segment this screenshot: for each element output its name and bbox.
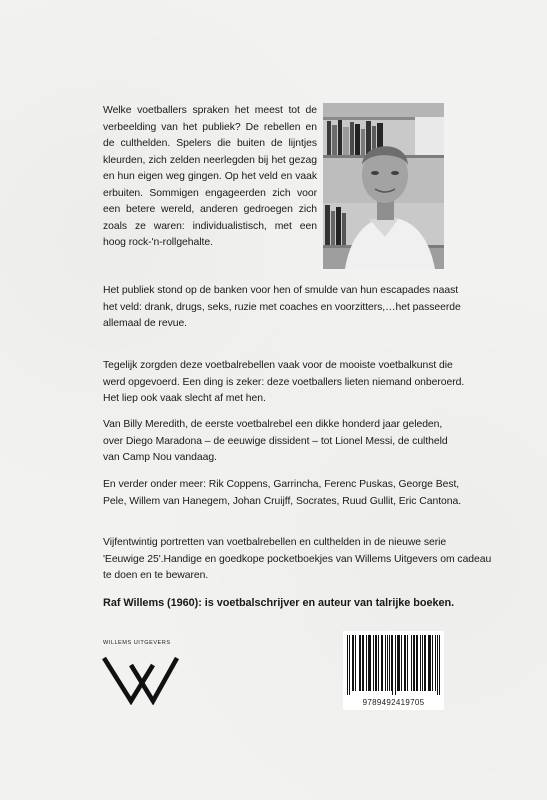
- publisher-name: WILLEMS UITGEVERS: [103, 640, 171, 646]
- barcode-bar: [411, 635, 412, 691]
- publisher-logo-icon: [101, 653, 181, 705]
- barcode-bar: [399, 635, 400, 691]
- text-line: En verder onder meer: Rik Coppens, Garrincha, Ferenc Puskas, George Best,: [103, 479, 460, 490]
- barcode-bar: [404, 635, 405, 691]
- blurb-paragraph-intro: [103, 103, 317, 252]
- text-line: hoog rock-'n-rollgehalte.: [103, 237, 213, 248]
- barcode-bar: [366, 635, 367, 691]
- barcode-bar: [425, 635, 426, 691]
- barcode-bar: [370, 635, 371, 691]
- barcode-bar: [435, 635, 436, 691]
- barcode-bar: [375, 635, 376, 691]
- barcode-bar: [416, 635, 417, 691]
- barcode-bar: [347, 635, 348, 695]
- barcode-bar: [398, 635, 399, 691]
- text-line: Het liep ook vaak slecht af met hen.: [103, 393, 266, 404]
- text-line: werd opgevoerd. Een ding is zeker: deze voetballers lieten niemand onberoerd.: [103, 376, 465, 388]
- barcode-bar: [381, 635, 382, 691]
- text-line: Het publiek stond op de banken voor hen of smulde van hun escapades naast: [103, 285, 459, 296]
- barcode-bar: [413, 635, 414, 691]
- barcode-bar: [407, 635, 408, 691]
- text-line: verbeelding van het publiek? De rebellen en: [103, 121, 317, 133]
- barcode-bar: [352, 635, 353, 691]
- author-photo: [323, 103, 444, 269]
- blurb-paragraph-series: [103, 535, 492, 585]
- barcode-bar: [430, 635, 431, 691]
- text-line: het veld: drank, drugs, seks, ruzie met coaches en voorzitters,…het passeerde: [103, 301, 461, 313]
- barcode-bar: [389, 635, 390, 691]
- text-line: Vijfentwintig portretten van voetbalrebellen en culthelden in de nieuwe serie: [103, 537, 447, 548]
- publisher-block: [103, 640, 183, 710]
- barcode-bar: [420, 635, 421, 691]
- text-line: erbuiten. Sommigen engageerden zich voor: [103, 187, 317, 199]
- isbn-barcode: [343, 631, 444, 710]
- barcode-bar: [359, 635, 360, 691]
- barcode-bar: [405, 635, 406, 691]
- barcode-bar: [382, 635, 383, 691]
- text-line: Welke voetballers spraken het meest tot de: [103, 105, 317, 116]
- text-line: allemaal de revue.: [103, 318, 188, 329]
- blurb-paragraph-span: [103, 417, 448, 467]
- text-line: over Diego Maradona – de eeuwige dissident – tot Lionel Messi, de cultheld: [103, 435, 448, 447]
- blurb-paragraph-artistry: [103, 358, 465, 408]
- barcode-bar: [401, 635, 402, 691]
- barcode-bar: [355, 635, 356, 691]
- text-line: zoals ze waren: individualistisch, met een: [103, 220, 317, 232]
- barcode-bar: [428, 635, 429, 691]
- text-line: 'Eeuwige 25'.Handige en goedkope pocketboekjes van Willems Uitgevers om cadeau: [103, 553, 492, 565]
- text-line: van Camp Nou vandaag.: [103, 452, 217, 463]
- barcode-bar: [397, 635, 398, 691]
- barcode-bar: [391, 635, 392, 691]
- barcode-bar: [392, 635, 393, 695]
- barcode-bar: [395, 635, 396, 695]
- author-portrait-illustration: [323, 103, 444, 269]
- barcode-bar: [387, 635, 388, 691]
- barcode-bar: [432, 635, 433, 691]
- text-line: Van Billy Meredith, de eerste voetbalrebel een dikke honderd jaar geleden,: [103, 419, 443, 430]
- barcode-bar: [369, 635, 370, 691]
- barcode-bar: [414, 635, 415, 691]
- text-line: de culthelden. Spelers die buiten de lijntjes: [103, 138, 317, 149]
- author-bio: [103, 595, 455, 612]
- text-line: en hun eigen weg gingen. Op het veld en vaak: [103, 171, 317, 182]
- barcode-bar: [385, 635, 386, 691]
- barcode-bar: [362, 635, 363, 691]
- barcode-bar: [368, 635, 369, 691]
- text-line: Tegelijk zorgden deze voetbalrebellen vaak voor de mooiste voetbalkunst die: [103, 360, 453, 371]
- barcode-bar: [376, 635, 377, 691]
- text-line: te doen en te bewaren.: [103, 570, 209, 581]
- text-line: kleurden, zich zelden neerlegden bij het gezag: [103, 154, 317, 166]
- barcode-bars: [343, 631, 444, 697]
- text-line: een betere wereld, anderen gedroegen zich: [103, 204, 317, 215]
- barcode-bar: [417, 635, 418, 691]
- blurb-paragraph-audience: [103, 283, 461, 333]
- barcode-bar: [422, 635, 423, 691]
- barcode-bar: [424, 635, 425, 691]
- author-bio-text: Raf Willems (1960): is voetbalschrijver en auteur van talrijke boeken.: [103, 597, 455, 609]
- barcode-bar: [353, 635, 354, 691]
- barcode-bar: [373, 635, 374, 691]
- barcode-bar: [437, 635, 438, 695]
- barcode-bar: [349, 635, 350, 695]
- isbn-number: 9789492419705: [362, 698, 425, 707]
- barcode-bar: [363, 635, 364, 691]
- barcode-bar: [429, 635, 430, 691]
- barcode-bar: [439, 635, 440, 695]
- barcode-bar: [378, 635, 379, 691]
- blurb-paragraph-players: [103, 477, 462, 510]
- barcode-bar: [360, 635, 361, 691]
- text-line: Pele, Willem van Hanegem, Johan Cruijff, Socrates, Ruud Gullit, Eric Cantona.: [103, 495, 462, 507]
